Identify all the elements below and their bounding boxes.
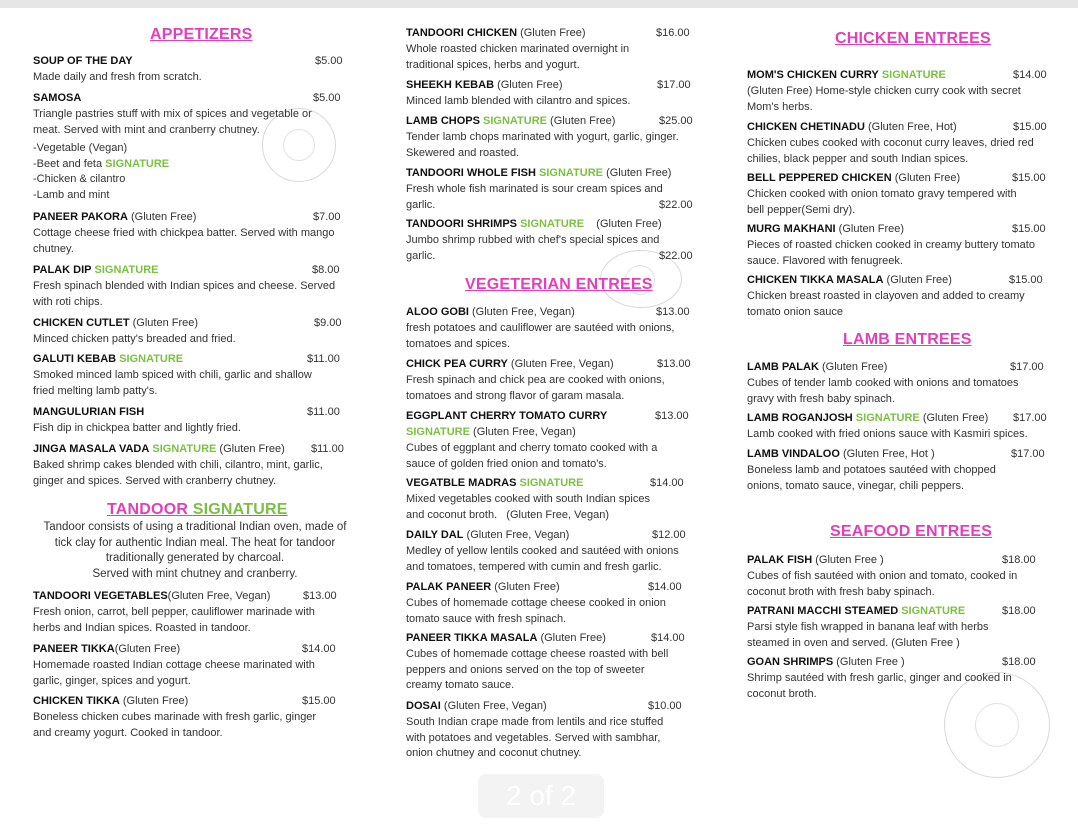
item-description: Medley of yellow lentils cooked and sautéed with onions xyxy=(406,545,679,557)
menu-item-chicken-chetinadu xyxy=(747,120,1057,167)
item-note: (Gluten Free) xyxy=(922,412,989,424)
tandoor-intro: Tandoor consists of using a traditional Indian oven, made of tick clay for authentic Indian meal. The heat for tandoor traditionally generated by charcoal. Served with mint chutney and cranberry. xyxy=(43,521,347,580)
signature-tag: SIGNATURE xyxy=(520,218,585,230)
menu-item-moms-chicken-curry xyxy=(747,68,1057,115)
item-description: Triangle pastries stuff with mix of spices and vegetable or xyxy=(33,108,312,120)
item-name: GALUTI KEBAB xyxy=(33,353,117,365)
item-price: $25.00 xyxy=(659,115,693,127)
item-price: $14.00 xyxy=(302,643,336,655)
item-note: (Gluten Free) xyxy=(497,79,563,91)
signature-tag: SIGNATURE xyxy=(94,264,159,276)
item-note: (Gluten Free, Vegan) xyxy=(443,700,547,712)
item-name: DAILY DAL xyxy=(406,529,464,541)
menu-item-vegetable-madras xyxy=(406,476,706,523)
menu-item-mangulurian-fish xyxy=(33,405,363,437)
item-price: $18.00 xyxy=(1002,605,1036,617)
item-price: $9.00 xyxy=(314,317,342,329)
item-description: Cubes of fish sautéed with onion and tomato, cooked in xyxy=(747,570,1018,582)
item-name: SOUP OF THE DAY xyxy=(33,55,133,67)
item-description: Whole roasted chicken marinated overnight in xyxy=(406,43,630,55)
item-description: South Indian crape made from lentils and rice stuffed xyxy=(406,716,664,728)
item-price: $15.00 xyxy=(1013,121,1047,133)
item-description: with roti chips. xyxy=(33,295,103,308)
menu-item-dosai xyxy=(406,699,706,762)
samosa-option: -Lamb and mint xyxy=(33,188,110,201)
item-description: Cubes of homemade cottage cheese roasted with bell xyxy=(406,648,669,660)
item-description: Fresh whole fish marinated is sour cream spices and xyxy=(406,183,663,195)
menu-item-palak-paneer xyxy=(406,580,706,627)
seafood-entrees-heading: SEAFOOD ENTREES xyxy=(830,523,993,540)
item-name: CHICKEN TIKKA xyxy=(33,695,120,707)
item-name: LAMB CHOPS xyxy=(406,115,480,127)
vegetarian-heading: VEGETERIAN ENTREES xyxy=(465,276,653,293)
item-description: Cubes of homemade cottage cheese cooked in onion xyxy=(406,597,666,609)
item-price: $15.00 xyxy=(302,695,336,707)
item-note: (Gluten Free ) xyxy=(815,554,884,566)
item-note: (Gluten Free, Hot) xyxy=(868,121,957,133)
signature-tag: SIGNATURE xyxy=(901,605,966,617)
item-price: $13.00 xyxy=(303,590,337,602)
item-note: (Gluten Free ) xyxy=(836,656,905,668)
item-description: and coconut broth. (Gluten Free, Vegan) xyxy=(406,508,610,521)
signature-tag: SIGNATURE xyxy=(881,69,946,81)
menu-item-murg-makhani xyxy=(747,222,1057,269)
samosa-option: -Beet and feta SIGNATURE xyxy=(33,157,170,170)
item-description: Skewered and roasted. xyxy=(406,146,520,159)
item-name: TANDOORI WHOLE FISH xyxy=(406,167,536,179)
item-description: tomatoes and strong flavor of garam masala. xyxy=(406,389,625,402)
item-description: with potatoes and vegetables. Served with sambhar, xyxy=(406,731,661,744)
menu-item-lamb-palak xyxy=(747,360,1057,407)
item-description: tomatoes and spices. xyxy=(406,337,510,350)
item-price: $17.00 xyxy=(657,79,691,91)
item-note: (Gluten Free) xyxy=(494,581,560,593)
menu-item-tandoori-chicken xyxy=(406,26,706,73)
menu-item-palak-fish xyxy=(747,553,1057,600)
samosa-option: -Vegetable (Vegan) xyxy=(33,142,128,154)
item-price: $18.00 xyxy=(1002,554,1036,566)
item-note: (Gluten Free, Vegan) xyxy=(510,358,614,370)
item-note: (Gluten Free) xyxy=(520,27,586,39)
item-price: $22.00 xyxy=(659,249,693,262)
item-name: LAMB ROGANJOSH xyxy=(747,412,853,424)
item-name: CHICKEN CUTLET xyxy=(33,317,130,329)
menu-item-daily-dal xyxy=(406,528,706,575)
item-description: chilies, black pepper and south Indian spices. xyxy=(747,152,969,165)
item-description: ginger and spices. Served with cranberry chutney. xyxy=(33,474,277,487)
menu-item-galuti-kebab xyxy=(33,352,363,399)
item-description: coconut broth with fresh baby spinach. xyxy=(747,585,935,598)
signature-tag: SIGNATURE xyxy=(406,426,470,438)
item-description: Jumbo shrimp rubbed with chef's special spices and xyxy=(406,234,660,246)
item-name: GOAN SHRIMPS xyxy=(747,656,834,668)
menu-item-patrani-macchi xyxy=(747,604,1057,651)
item-price: $13.00 xyxy=(657,358,691,370)
item-name: DOSAI xyxy=(406,700,441,712)
item-description: tomato onion sauce xyxy=(747,305,844,318)
item-description: herbs and Indian spices. Roasted in tandoor. xyxy=(33,621,251,634)
item-description: creamy tomato sauce. xyxy=(406,679,515,691)
item-price: $15.00 xyxy=(1012,223,1046,235)
menu-item-chicken-cutlet xyxy=(33,316,363,348)
item-price: $16.00 xyxy=(656,27,690,39)
item-note: (Gluten Free, Vegan) xyxy=(466,529,570,541)
item-note: (Gluten Free) xyxy=(114,643,181,655)
item-note: (Gluten Free, Vegan) xyxy=(473,426,576,438)
item-name: PALAK FISH xyxy=(747,554,813,566)
menu-item-sheekh-kebab xyxy=(406,78,706,110)
item-description: Minced lamb blended with cilantro and spices. xyxy=(406,95,631,107)
item-name: CHICKEN CHETINADU xyxy=(747,121,865,133)
item-note: (Gluten Free) xyxy=(838,223,905,235)
item-note: (Gluten Free) xyxy=(131,211,197,223)
item-description: garlic. xyxy=(406,249,436,262)
item-name: TANDOORI SHRIMPS xyxy=(406,218,518,230)
menu-item-jinga-masala-vada xyxy=(33,442,363,489)
item-description: garlic. xyxy=(406,198,436,211)
menu-item-chicken-tikka-masala xyxy=(747,273,1057,320)
signature-tag: SIGNATURE xyxy=(119,353,184,365)
signature-tag: SIGNATURE xyxy=(539,167,603,179)
item-description: onions, tomato sauce, vinegar, chili peppers. xyxy=(747,479,965,492)
item-description: Mom's herbs. xyxy=(747,100,813,113)
item-description: traditional spices, herbs and yogurt. xyxy=(406,58,580,71)
menu-item-tandoori-shrimps xyxy=(406,217,706,265)
item-price: $11.00 xyxy=(307,353,340,365)
page-indicator: 2 of 2 xyxy=(478,774,604,818)
item-name: MANGULURIAN FISH xyxy=(33,406,145,418)
signature-tag: SIGNATURE xyxy=(152,443,217,455)
menu-item-lamb-chops xyxy=(406,114,706,161)
item-description: fried melting lamb patty's. xyxy=(33,384,158,397)
signature-tag: SIGNATURE xyxy=(483,115,547,127)
item-note: (Gluten Free) xyxy=(122,695,189,707)
item-description: fresh potatoes and cauliflower are sautéed with onions, xyxy=(406,322,675,334)
item-name: SAMOSA xyxy=(33,92,82,104)
item-description: Cubes of tender lamb cooked with onions and tomatoes xyxy=(747,377,1019,389)
item-description: Boneless chicken cubes marinade with fresh garlic, ginger xyxy=(33,711,317,723)
menu-item-bell-peppered-chicken xyxy=(747,171,1057,218)
item-description: Boneless lamb and potatoes sautéed with chopped xyxy=(747,464,996,476)
menu-item-chick-pea-curry xyxy=(406,357,706,404)
chicken-entrees-heading: CHICKEN ENTREES xyxy=(835,30,991,47)
item-note: (Gluten Free) xyxy=(821,361,888,373)
item-name: TANDOORI VEGETABLES xyxy=(33,590,168,602)
item-note: (Gluten Free) xyxy=(132,317,199,329)
menu-item-paneer-pakora xyxy=(33,210,363,257)
item-name: TANDOORI CHICKEN xyxy=(406,27,518,39)
item-description: (Gluten Free) Home-style chicken curry cook with secret xyxy=(747,85,1021,97)
item-description: coconut broth. xyxy=(747,687,817,700)
menu-item-lamb-vindaloo xyxy=(747,447,1057,494)
item-price: $17.00 xyxy=(1010,361,1044,373)
menu-item-tandoori-whole-fish xyxy=(406,166,706,214)
item-description: Made daily and fresh from scratch. xyxy=(33,71,202,83)
item-description: Lamb cooked with fried onions sauce with Kasmiri spices. xyxy=(747,428,1028,440)
item-description: gravy with fresh baby spinach. xyxy=(747,392,895,405)
item-name: MOM'S CHICKEN CURRY xyxy=(747,69,879,81)
item-price: $14.00 xyxy=(1013,69,1047,81)
item-price: $14.00 xyxy=(650,477,684,489)
item-description: Smoked minced lamb spiced with chili, garlic and shallow xyxy=(33,369,312,381)
item-price: $13.00 xyxy=(656,306,690,318)
item-description: Homemade roasted Indian cottage cheese marinated with xyxy=(33,659,315,671)
item-name: PANEER TIKKA xyxy=(33,643,115,655)
item-name: SHEEKH KEBAB xyxy=(406,79,495,91)
menu-item-soup xyxy=(33,54,345,86)
item-description: Shrimp sautéed with fresh garlic, ginger and cooked in xyxy=(747,672,1012,684)
item-name: LAMB PALAK xyxy=(747,361,819,373)
tandoor-heading: TANDOOR SIGNATURE xyxy=(107,501,288,518)
menu-item-lamb-roganjosh xyxy=(747,411,1057,443)
item-name: EGGPLANT CHERRY TOMATO CURRY xyxy=(406,410,608,422)
menu-item-paneer-tikka xyxy=(33,642,363,689)
menu-item-aloo-gobi xyxy=(406,305,706,352)
item-description: peppers and onions served on the top of sweeter xyxy=(406,663,645,676)
item-description: garlic, ginger, spices and yogurt. xyxy=(33,674,191,687)
item-description: Chicken cooked with onion tomato gravy tempered with xyxy=(747,188,1017,200)
item-note: (Gluten Free) xyxy=(540,632,606,644)
item-name: PALAK PANEER xyxy=(406,581,492,593)
item-price: $7.00 xyxy=(313,211,341,223)
item-price: $5.00 xyxy=(315,55,343,67)
item-price: $12.00 xyxy=(652,529,686,541)
item-description: steamed in oven and served. (Gluten Free ) xyxy=(747,636,960,649)
item-description: Cubes of eggplant and cherry tomato cooked with a xyxy=(406,442,658,454)
item-description: bell pepper(Semi dry). xyxy=(747,203,856,216)
item-description: tomato sauce with fresh spinach. xyxy=(406,612,567,625)
menu-item-samosa xyxy=(33,91,363,203)
item-price: $8.00 xyxy=(312,264,340,276)
item-note: (Gluten Free, Vegan) xyxy=(167,590,271,602)
menu-item-tandoori-vegetables xyxy=(33,589,363,636)
item-description: Parsi style fish wrapped in banana leaf with herbs xyxy=(747,621,989,633)
item-name: CHICK PEA CURRY xyxy=(406,358,508,370)
item-name: VEGATBLE MADRAS xyxy=(406,477,517,489)
item-price: $17.00 xyxy=(1011,448,1045,460)
item-description: and creamy yogurt. Cooked in tandoor. xyxy=(33,726,223,739)
item-price: $11.00 xyxy=(311,443,344,455)
signature-tag: SIGNATURE xyxy=(105,157,170,170)
item-name: PALAK DIP xyxy=(33,264,92,276)
item-name: PATRANI MACCHI STEAMED xyxy=(747,605,899,617)
item-note: (Gluten Free) xyxy=(219,443,285,455)
item-description: Chicken cubes cooked with coconut curry leaves, dried red xyxy=(747,137,1034,149)
samosa-option: -Chicken & cilantro xyxy=(33,173,126,185)
item-price: $5.00 xyxy=(313,92,341,104)
menu-item-paneer-tikka-masala xyxy=(406,631,706,694)
item-price: $14.00 xyxy=(648,581,682,593)
item-name: CHICKEN TIKKA MASALA xyxy=(747,274,884,286)
item-name: MURG MAKHANI xyxy=(747,223,836,235)
item-name: JINGA MASALA VADA xyxy=(33,443,150,455)
menu-item-chicken-tikka xyxy=(33,694,363,741)
item-price: $13.00 xyxy=(655,410,689,422)
item-price: $18.00 xyxy=(1002,656,1036,668)
item-description: Minced chicken patty's breaded and fried. xyxy=(33,333,236,345)
item-name: PANEER PAKORA xyxy=(33,211,128,223)
item-description: Chicken breast roasted in clayoven and added to creamy xyxy=(747,290,1025,302)
item-description: Tender lamb chops marinated with yogurt, garlic, ginger. xyxy=(406,131,679,143)
appetizers-heading: APPETIZERS xyxy=(150,26,253,43)
item-note: (Gluten Free, Hot ) xyxy=(842,448,935,460)
item-note: (Gluten Free) xyxy=(550,115,616,127)
item-price: $14.00 xyxy=(651,632,685,644)
item-name: ALOO GOBI xyxy=(406,306,469,318)
item-price: $15.00 xyxy=(1012,172,1046,184)
item-description: onion chutney and coconut chutney. xyxy=(406,747,582,759)
item-description: Cottage cheese fried with chickpea batter. Served with mango xyxy=(33,227,335,239)
item-price: $17.00 xyxy=(1013,412,1047,424)
item-name: BELL PEPPERED CHICKEN xyxy=(747,172,892,184)
top-bar xyxy=(0,0,1078,8)
signature-tag: SIGNATURE xyxy=(192,501,288,518)
item-description: Mixed vegetables cooked with south Indian spices xyxy=(406,493,650,505)
item-description: Baked shrimp cakes blended with chili, cilantro, mint, garlic, xyxy=(33,459,323,471)
signature-tag: SIGNATURE xyxy=(855,412,920,424)
item-description: Fresh onion, carrot, bell pepper, cauliflower marinade with xyxy=(33,606,315,618)
item-price: $22.00 xyxy=(659,198,693,211)
menu-item-eggplant-curry xyxy=(406,409,706,472)
item-description: Fresh spinach and chick pea are cooked with onions, xyxy=(406,374,665,386)
item-description: and tomatoes, tempered with cumin and fresh garlic. xyxy=(406,560,662,573)
item-note: (Gluten Free, Vegan) xyxy=(472,306,575,318)
lamb-entrees-heading: LAMB ENTREES xyxy=(843,331,972,348)
item-description: sauce. Flavored with fenugreek. xyxy=(747,254,903,267)
item-price: $10.00 xyxy=(648,700,682,712)
signature-tag: SIGNATURE xyxy=(519,477,584,489)
item-price: $15.00 xyxy=(1009,274,1043,286)
item-note: (Gluten Free) xyxy=(596,218,662,230)
item-note: (Gluten Free) xyxy=(886,274,952,286)
menu-item-goan-shrimps xyxy=(747,655,1057,702)
item-description: Pieces of roasted chicken cooked in creamy buttery tomato xyxy=(747,239,1035,251)
item-description: sauce of golden fried onion and tomato's. xyxy=(406,457,607,470)
item-name: LAMB VINDALOO xyxy=(747,448,840,460)
menu-item-palak-dip xyxy=(33,263,363,310)
item-description: chutney. xyxy=(33,242,74,255)
item-description: Fish dip in chickpea batter and lightly fried. xyxy=(33,422,241,434)
item-note: (Gluten Free) xyxy=(894,172,961,184)
item-note: (Gluten Free) xyxy=(606,167,672,179)
item-price: $11.00 xyxy=(307,406,340,418)
item-name: PANEER TIKKA MASALA xyxy=(406,632,538,644)
item-description: meat. Served with mint and cranberry chutney. xyxy=(33,123,260,136)
item-description: Fresh spinach blended with Indian spices and cheese. Served xyxy=(33,280,336,292)
